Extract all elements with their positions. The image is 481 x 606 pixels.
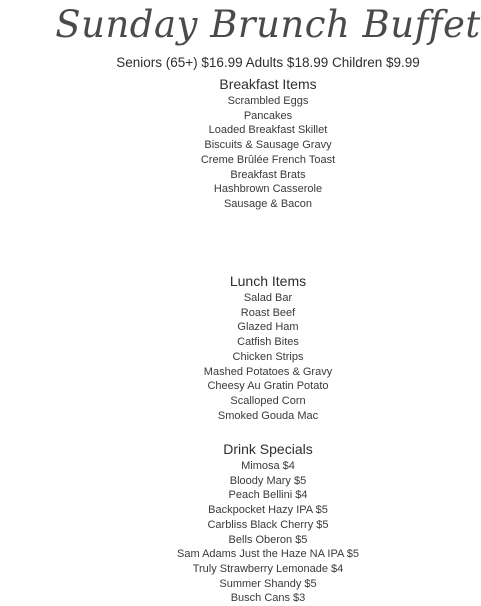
menu-item: Mimosa $4 <box>241 460 295 472</box>
menu-item: Roast Beef <box>240 306 296 319</box>
menu-item: Bells Oberon $5 <box>228 533 308 546</box>
menu-item: Backpocket Hazy IPA $5 <box>208 504 328 517</box>
menu-item: Busch Cans $3 <box>230 592 306 605</box>
menu-item: Catfish Bites <box>237 336 299 349</box>
menu-item: Cheesy Au Gratin Potato <box>207 380 329 393</box>
menu-item: Creme Brûlée French Toast <box>200 153 336 166</box>
menu-item: Carbliss Black Cherry $5 <box>207 518 329 531</box>
menu-item: Chicken Strips <box>232 350 304 363</box>
drinks-section <box>0 440 481 606</box>
lunch-section <box>0 272 481 423</box>
menu-item: Scalloped Corn <box>230 394 306 407</box>
menu-item: Truly Strawberry Lemonade $4 <box>192 562 344 575</box>
menu-item: Glazed Ham <box>237 321 299 334</box>
section-heading: Drink Specials <box>223 441 313 457</box>
menu-item: Breakfast Brats <box>230 168 306 181</box>
menu-item: Sam Adams Just the Haze NA IPA $5 <box>177 548 359 561</box>
section-heading: Lunch Items <box>229 273 307 289</box>
menu-item: Salad Bar <box>243 292 293 304</box>
menu-item: Bloody Mary $5 <box>229 474 307 487</box>
price-line: Seniors (65+) $16.99 Adults $18.99 Children $9.99 <box>116 55 420 70</box>
menu-item: Pancakes <box>243 109 293 122</box>
menu-item: Smoked Gouda Mac <box>217 409 319 422</box>
section-heading: Breakfast Items <box>219 76 317 92</box>
menu-item: Scrambled Eggs <box>227 95 309 107</box>
menu-item: Peach Bellini $4 <box>228 489 308 502</box>
menu-item: Biscuits & Sausage Gravy <box>204 139 332 152</box>
menu-item: Sausage & Bacon <box>223 197 313 210</box>
menu-item: Mashed Potatoes & Gravy <box>203 365 333 378</box>
menu-item: Loaded Breakfast Skillet <box>208 124 328 137</box>
breakfast-section <box>0 75 481 212</box>
menu-item: Hashbrown Casserole <box>213 183 323 196</box>
page-title: Sunday Brunch Buffet <box>55 3 481 46</box>
menu-item: Summer Shandy $5 <box>219 577 317 590</box>
